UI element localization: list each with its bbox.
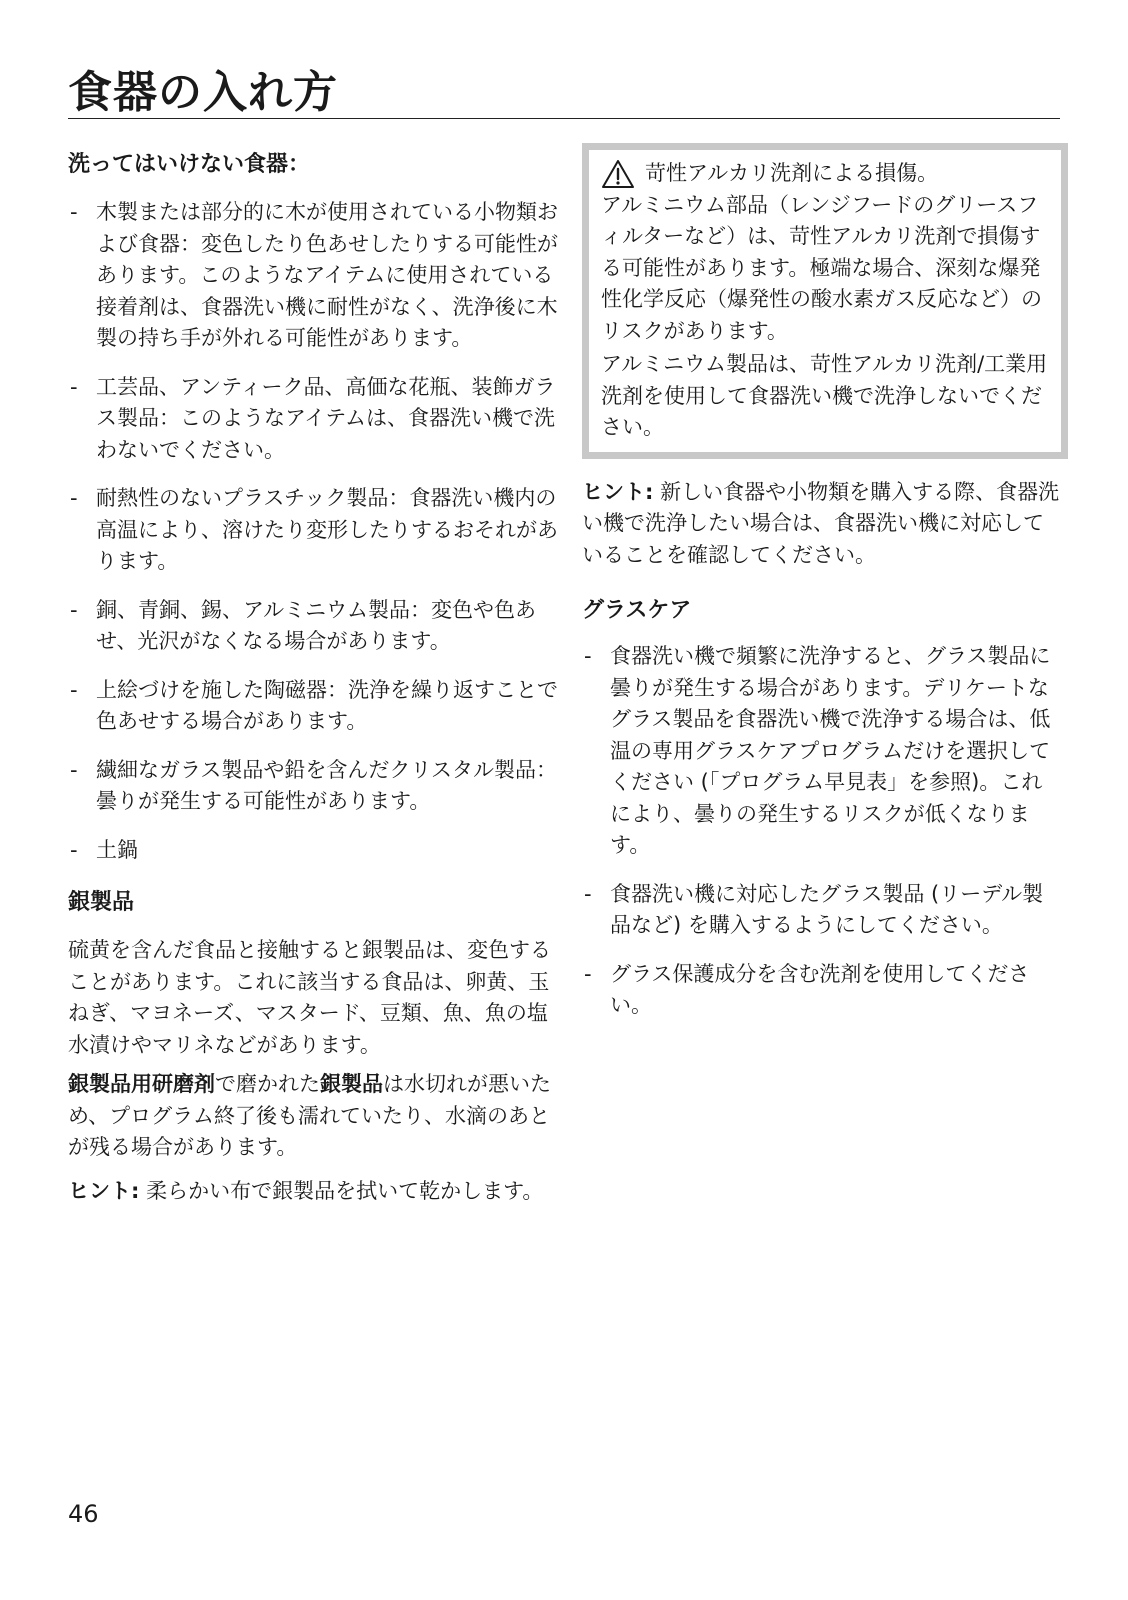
list-item-text: 食器洗い機に対応したグラス製品 (リーデル製品など) を購入するようにしてください。 xyxy=(610,881,1044,937)
list-item xyxy=(68,595,558,658)
warning-box xyxy=(582,143,1068,459)
list-item-text: 上絵づけを施した陶磁器：洗浄を繰り返すことで色あせする場合があります。 xyxy=(96,677,558,733)
glass-care-list xyxy=(582,641,1062,1022)
list-item-text: 耐熱性のないプラスチック製品：食器洗い機内の高温により、溶けたり変形したりするおそれがあります。 xyxy=(96,486,558,573)
bold-term: 銀製品 xyxy=(320,1072,383,1096)
not-washable-list xyxy=(68,197,558,866)
dash-bullet: - xyxy=(70,597,78,622)
list-item xyxy=(68,483,558,578)
hint-label: ヒント: xyxy=(582,479,654,504)
title-divider xyxy=(68,118,1060,119)
warning-triangle-icon xyxy=(601,159,635,189)
paragraph-text: は水切れが悪いため、プログラム終了後も濡れていたり、水滴のあとが残る場合があります。 xyxy=(68,1072,551,1159)
hint-label: ヒント: xyxy=(68,1178,140,1203)
list-item-text: グラス保護成分を含む洗剤を使用してください。 xyxy=(610,961,1030,1017)
warning-header xyxy=(601,158,1049,190)
right-column xyxy=(582,143,1062,1039)
warning-paragraph: アルミニウム部品（レンジフードのグリースフィルターなど）は、苛性アルカリ洗剤で損傷する可能性があります。極端な場合、深刻な爆発性化学反応（爆発性の酸水素ガス反応など）のリスクがあります。 xyxy=(601,192,1042,343)
list-item-text: 銅、青銅、錫、アルミニウム製品：変色や色あせ、光沢がなくなる場合があります。 xyxy=(96,597,536,653)
dash-bullet: - xyxy=(70,837,78,862)
list-item xyxy=(68,755,558,818)
purchase-hint xyxy=(582,477,1062,572)
dash-bullet: - xyxy=(584,644,592,668)
hint-text: 柔らかい布で銀製品を拭いて乾かします。 xyxy=(139,1178,544,1203)
silverware-hint xyxy=(68,1176,558,1208)
list-item-text: 土鍋 xyxy=(96,837,138,862)
list-item xyxy=(68,197,558,355)
silverware-polish-paragraph xyxy=(68,1069,558,1164)
page-number: 46 xyxy=(68,1500,99,1528)
list-item xyxy=(582,879,1062,942)
list-item-text: 工芸品、アンティーク品、高価な花瓶、装飾ガラス製品：このようなアイテムは、食器洗い機で洗わないでください。 xyxy=(96,374,556,462)
paragraph-text: で磨かれた xyxy=(215,1072,320,1096)
dash-bullet: - xyxy=(584,961,592,986)
dash-bullet: - xyxy=(70,677,78,702)
bold-term: 銀製品用研磨剤 xyxy=(68,1072,215,1096)
silverware-heading: 銀製品 xyxy=(68,890,135,915)
dash-bullet: - xyxy=(584,881,592,906)
list-item xyxy=(582,641,1062,862)
page-title: 食器の入れ方 xyxy=(68,67,338,118)
list-item xyxy=(582,959,1062,1022)
list-item-text: 木製または部分的に木が使用されている小物類および食器：変色したり色あせしたりする可能性があります。このようなアイテムに使用されている接着剤は、食器洗い機に耐性がなく、洗浄後に木製の持ち手が外れる可能性があります。 xyxy=(96,200,558,350)
left-column xyxy=(68,145,558,1207)
warning-paragraph: アルミニウム製品は、苛性アルカリ洗剤/工業用洗剤を使用して食器洗い機で洗浄しないでください。 xyxy=(601,352,1048,439)
dash-bullet: - xyxy=(70,757,78,782)
glass-care-heading: グラスケア xyxy=(582,598,692,623)
dash-bullet: - xyxy=(70,486,78,510)
list-item xyxy=(68,675,558,738)
silverware-paragraph: 硫黄を含んだ食品と接触すると銀製品は、変色することがあります。これに該当する食品は、卵黄、玉ねぎ、マヨネーズ、マスタード、豆類、魚、魚の塩水漬けやマリネなどがあります。 xyxy=(68,938,551,1057)
list-item xyxy=(68,835,558,867)
not-washable-heading: 洗ってはいけない食器： xyxy=(68,152,311,177)
dash-bullet: - xyxy=(70,200,78,224)
list-item-text: 繊細なガラス製品や鉛を含んだクリスタル製品：曇りが発生する可能性があります。 xyxy=(96,757,557,813)
dash-bullet: - xyxy=(70,374,78,399)
hint-text: 新しい食器や小物類を購入する際、食器洗い機で洗浄したい場合は、食器洗い機に対応していることを確認してください。 xyxy=(582,479,1060,567)
list-item-text: 食器洗い機で頻繁に洗浄すると、グラス製品に曇りが発生する場合があります。デリケートなグラス製品を食器洗い機で洗浄する場合は、低温の専用グラスケアプログラムだけを選択してください (「プログラム早見表」を参照)。これにより、曇りの発生するリスクが低くなります。 xyxy=(610,644,1051,857)
warning-title: 苛性アルカリ洗剤による損傷。 xyxy=(645,161,939,185)
list-item xyxy=(68,372,558,467)
